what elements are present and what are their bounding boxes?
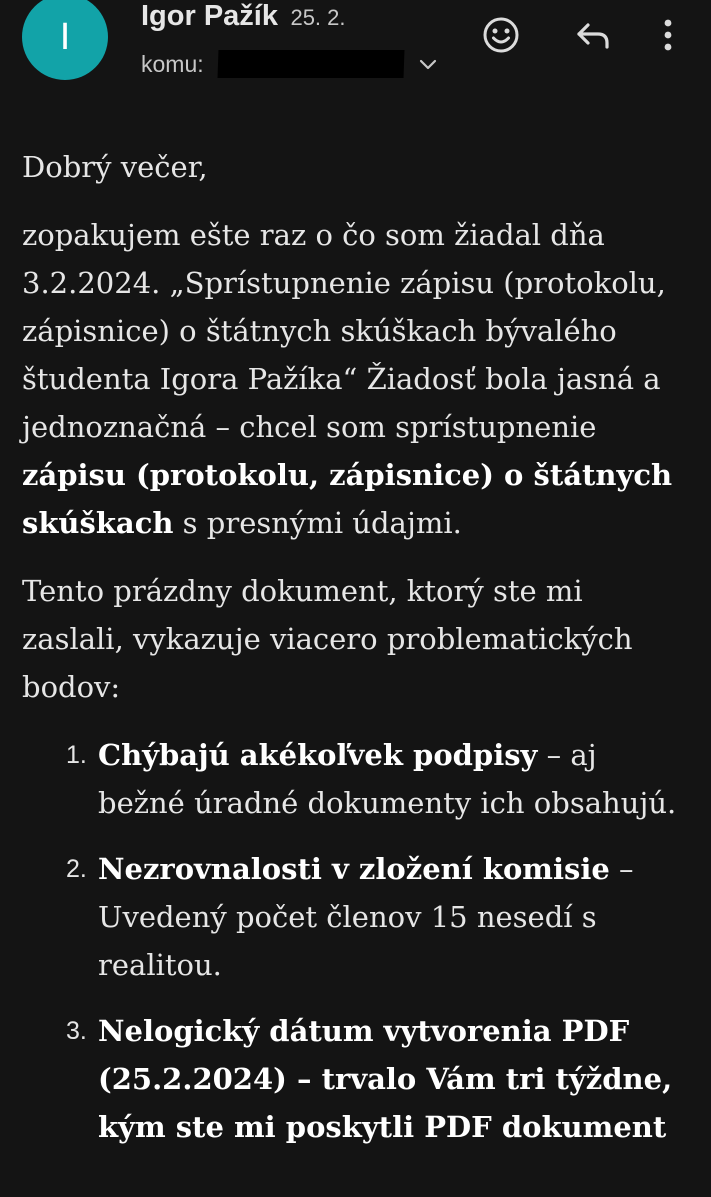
- list-number: 3.: [66, 1017, 87, 1045]
- emoji-icon: [481, 15, 521, 55]
- sender-line: [141, 0, 346, 33]
- list-item-bold: Chýbajú akékoľvek podpisy: [98, 738, 538, 772]
- add-reaction-button[interactable]: [480, 14, 522, 56]
- list-item-bold: Nezrovnalosti v zložení komisie: [98, 852, 610, 886]
- paragraph-request-bold: zápisu (protokolu, zápisnice) o štátnych skúškach: [22, 458, 673, 540]
- paragraph-request-tail: s presnými údajmi.: [173, 506, 462, 540]
- recipient-line[interactable]: [141, 50, 438, 78]
- reply-icon: [573, 15, 613, 55]
- paragraph-intro: Tento prázdny dokument, ktorý ste mi zaslali, vykazuje viacero problematických bodov:: [22, 574, 633, 704]
- message-date: 25. 2.: [290, 5, 346, 30]
- sender-name[interactable]: Igor Pažík: [141, 0, 278, 32]
- more-vert-icon: [662, 15, 674, 55]
- greeting: Dobrý večer,: [22, 150, 208, 184]
- email-body: [22, 143, 682, 1169]
- list-number: 2.: [66, 855, 87, 883]
- list-item: [22, 1007, 682, 1151]
- chevron-down-icon[interactable]: [418, 54, 438, 74]
- recipient-label: komu:: [141, 50, 204, 77]
- recipient-redacted: [217, 50, 404, 78]
- list-item-text: – Uvedený počet členov 15 nesedí s realitou.: [98, 852, 634, 982]
- message-header: [0, 0, 711, 100]
- sender-avatar[interactable]: [22, 0, 108, 80]
- avatar-letter: I: [59, 15, 71, 58]
- list-item: [22, 845, 682, 989]
- reply-button[interactable]: [572, 14, 614, 56]
- more-options-button[interactable]: [650, 14, 686, 56]
- list-number: 1.: [66, 741, 87, 769]
- paragraph-request-text: zopakujem ešte raz o čo som žiadal dňa 3.2.2024. „Sprístupnenie zápisu (protokolu, zápisnice) o štátnych skúškach bývalého študenta Igora Pažíka“ Žiadosť bola jasná a jednoznačná – chcel som sprístupnenie: [22, 218, 666, 444]
- list-item-bold: Nelogický dátum vytvorenia PDF (25.2.2024) – trvalo Vám tri týždne, kým ste mi poskytli PDF dokument: [98, 1014, 673, 1144]
- list-item: [22, 731, 682, 827]
- issues-list: [22, 731, 682, 1151]
- list-item-text: – aj bežné úradné dokumenty ich obsahujú.: [98, 738, 677, 820]
- paragraph-request: [22, 211, 682, 547]
